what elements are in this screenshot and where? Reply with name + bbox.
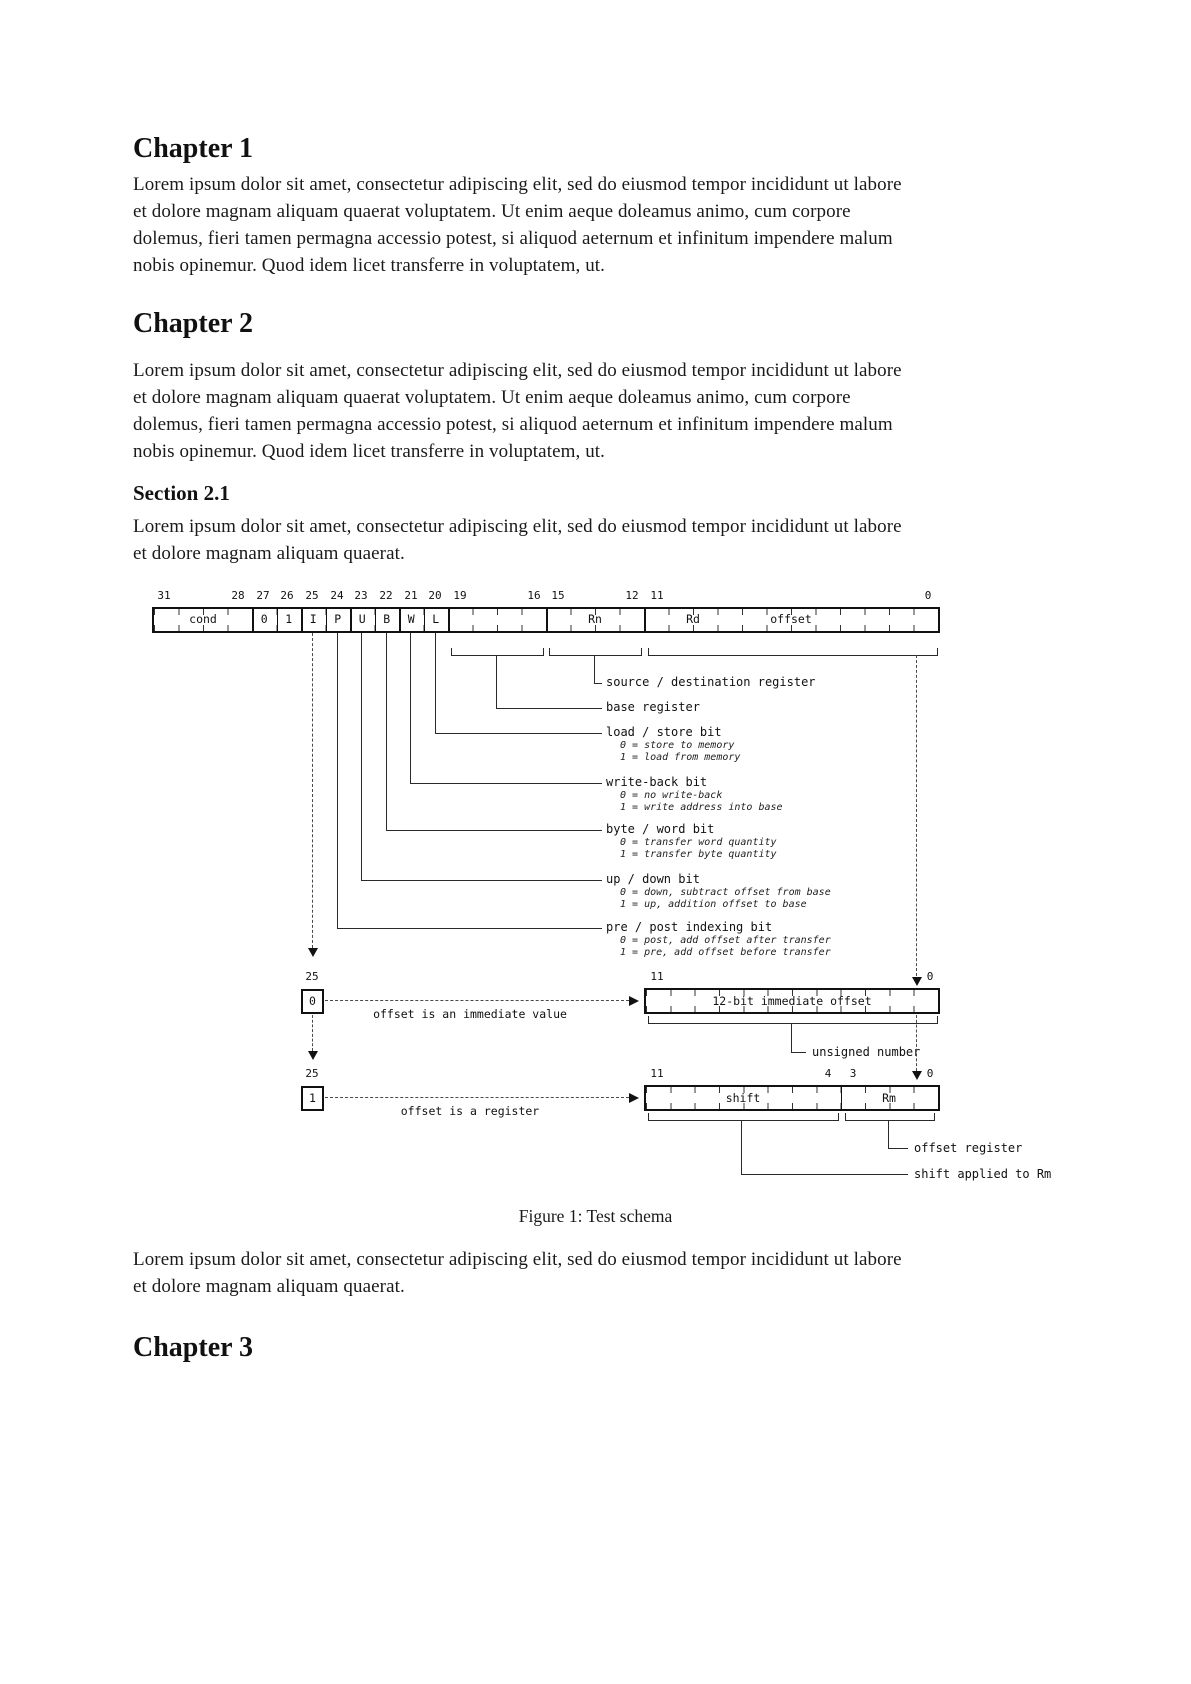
paragraph-line: et dolore magnam aliquam quaerat. [133, 543, 405, 564]
annotation-up-down: up / down bit [606, 872, 700, 886]
bit-label-0: 0 [926, 1067, 934, 1080]
bit-label-3: 3 [849, 1067, 857, 1080]
shift-applied-connector [741, 1174, 908, 1175]
field-offset: offset [770, 612, 812, 626]
i-dashed-connector [312, 633, 313, 948]
field-divider [277, 609, 279, 631]
offset-dashed-connector [916, 1015, 917, 1071]
bit-label: 20 [428, 589, 442, 602]
bit-label-25: 25 [305, 1067, 319, 1080]
after-figure-paragraph [133, 1246, 1073, 1300]
chapter-1-paragraph [133, 171, 1073, 279]
paragraph-line: Lorem ipsum dolor sit amet, consectetur adipiscing elit, sed do eiusmod tempor incididunt ut labore [133, 1249, 902, 1270]
register-flow-line [325, 1097, 629, 1098]
field-I: I [309, 612, 317, 626]
section-2-1-paragraph [133, 513, 1073, 567]
field-divider [375, 609, 377, 631]
bit-label: 22 [379, 589, 393, 602]
field-divider [448, 609, 450, 631]
l-connector [435, 733, 602, 734]
section-2-1-heading: Section 2.1 [133, 481, 230, 505]
i-dashed-connector [312, 1015, 313, 1051]
annotation-unsigned-number: unsigned number [812, 1045, 921, 1059]
u-connector [361, 880, 602, 881]
field-P: P [334, 612, 342, 626]
field-const0: 0 [260, 612, 268, 626]
bit-label: 23 [354, 589, 368, 602]
annotation-offset-register: offset register [914, 1141, 1023, 1155]
annotation-base-register: base register [606, 700, 700, 714]
annotation-sub: 1 = transfer byte quantity [620, 849, 777, 860]
offset-register-connector [888, 1148, 908, 1149]
bit-label: 11 [650, 589, 664, 602]
shift-field: shift [725, 1091, 761, 1105]
annotation-sub: 1 = up, addition offset to base [620, 899, 807, 910]
paragraph-line: dolemus, fieri tamen permagna accessio potest, si aliquod aeternum et infinitum impendere malum [133, 228, 893, 249]
rd-bracket [549, 648, 642, 656]
field-divider [252, 609, 254, 631]
bit-label-0: 0 [926, 970, 934, 983]
annotation-sub: 0 = down, subtract offset from base [620, 887, 831, 898]
right-arrow-icon [629, 1093, 639, 1103]
paragraph-line: et dolore magnam aliquam quaerat voluptatem. Ut enim aeque doleamus animo, cum corpore [133, 201, 851, 222]
annotation-write-back: write-back bit [606, 775, 708, 789]
paragraph-line: nobis opinemur. Quod idem licet transferre in voluptatem, ut. [133, 441, 606, 462]
field-divider [644, 609, 646, 631]
down-arrow-icon [912, 977, 922, 986]
annotation-sub: 0 = post, add offset after transfer [620, 935, 831, 946]
immediate-offset-label: 12-bit immediate offset [712, 994, 872, 1008]
paragraph-line: Lorem ipsum dolor sit amet, consectetur adipiscing elit, sed do eiusmod tempor incididunt ut labore [133, 516, 902, 537]
bit-label: 31 [157, 589, 171, 602]
annotation-load-store: load / store bit [606, 725, 722, 739]
rd-connector [594, 683, 602, 684]
field-L: L [432, 612, 440, 626]
bit-label-4: 4 [824, 1067, 832, 1080]
field-Rd: Rd [686, 612, 700, 626]
bit-label: 26 [280, 589, 294, 602]
annotation-sub: 0 = store to memory [620, 740, 735, 751]
field-divider [841, 1087, 843, 1109]
paragraph-line: dolemus, fieri tamen permagna accessio potest, si aliquod aeternum et infinitum impendere malum [133, 414, 893, 435]
chapter-2-heading: Chapter 2 [133, 308, 254, 339]
field-Rn: Rn [588, 612, 602, 626]
rn-bracket [451, 648, 544, 656]
annotation-source-destination: source / destination register [606, 675, 816, 689]
rm-field: Rm [882, 1091, 896, 1105]
immediate-flow-label: offset is an immediate value [373, 1007, 567, 1021]
chapter-3-heading: Chapter 3 [133, 1332, 254, 1363]
field-B: B [383, 612, 391, 626]
p-connector [337, 633, 338, 928]
rd-connector [594, 655, 595, 683]
figure-caption: Figure 1: Test schema [518, 1206, 673, 1226]
immediate-flow-line [325, 1000, 629, 1001]
i-value-1-box: 1 [301, 1086, 324, 1111]
annotation-shift-applied: shift applied to Rm [914, 1167, 1052, 1181]
field-divider [350, 609, 352, 631]
b-connector [386, 830, 602, 831]
field-U: U [358, 612, 366, 626]
annotation-byte-word: byte / word bit [606, 822, 715, 836]
annotation-sub: 0 = no write-back [620, 790, 723, 801]
p-connector [337, 928, 602, 929]
bit-label: 24 [330, 589, 344, 602]
instruction-register-box [152, 607, 940, 633]
w-connector [410, 783, 602, 784]
bit-label: 27 [256, 589, 270, 602]
bit-label: 25 [305, 589, 319, 602]
l-connector [435, 633, 436, 733]
shift-rm-box [644, 1085, 940, 1111]
bit-label-11: 11 [650, 970, 664, 983]
paragraph-line: et dolore magnam aliquam quaerat. [133, 1276, 405, 1297]
annotation-sub: 1 = write address into base [620, 802, 783, 813]
down-arrow-icon [912, 1071, 922, 1080]
annotation-sub: 1 = load from memory [620, 752, 741, 763]
chapter-2-paragraph [133, 357, 1073, 465]
i-value-0-box: 0 [301, 989, 324, 1014]
rn-connector [496, 708, 602, 709]
unsigned-number-connector [791, 1023, 792, 1052]
bit-label: 16 [527, 589, 541, 602]
bit-label: 21 [404, 589, 418, 602]
bit-label: 15 [551, 589, 565, 602]
bit-label-25: 25 [305, 970, 319, 983]
rm-bracket [845, 1113, 935, 1121]
u-connector [361, 633, 362, 880]
bit-label: 0 [924, 589, 932, 602]
paragraph-line: nobis opinemur. Quod idem licet transferre in voluptatem, ut. [133, 255, 606, 276]
rn-connector [496, 655, 497, 708]
bit-label-11: 11 [650, 1067, 664, 1080]
field-divider [301, 609, 303, 631]
field-divider [546, 609, 548, 631]
paragraph-line: Lorem ipsum dolor sit amet, consectetur adipiscing elit, sed do eiusmod tempor incididunt ut labore [133, 360, 902, 381]
field-divider [424, 609, 426, 631]
w-connector [410, 633, 411, 783]
field-W: W [407, 612, 415, 626]
down-arrow-icon [308, 1051, 318, 1060]
field-divider [326, 609, 328, 631]
bit-label: 28 [231, 589, 245, 602]
offset-bracket [648, 648, 938, 656]
annotation-sub: 0 = transfer word quantity [620, 837, 777, 848]
paragraph-line: Lorem ipsum dolor sit amet, consectetur adipiscing elit, sed do eiusmod tempor incididunt ut labore [133, 174, 902, 195]
paragraph-line: et dolore magnam aliquam quaerat voluptatem. Ut enim aeque doleamus animo, cum corpore [133, 387, 851, 408]
b-connector [386, 633, 387, 830]
chapter-1-heading: Chapter 1 [133, 133, 254, 164]
field-const1: 1 [285, 612, 293, 626]
register-flow-label: offset is a register [400, 1104, 540, 1118]
shift-bracket [648, 1113, 839, 1121]
unsigned-number-bracket [648, 1016, 938, 1024]
offset-register-connector [888, 1120, 889, 1148]
bit-label: 19 [453, 589, 467, 602]
shift-applied-connector [741, 1120, 742, 1174]
right-arrow-icon [629, 996, 639, 1006]
annotation-pre-post: pre / post indexing bit [606, 920, 773, 934]
unsigned-number-connector [791, 1052, 806, 1053]
field-divider [399, 609, 401, 631]
offset-dashed-connector [916, 655, 917, 976]
down-arrow-icon [308, 948, 318, 957]
field-cond: cond [189, 612, 217, 626]
bit-label: 12 [625, 589, 639, 602]
annotation-sub: 1 = pre, add offset before transfer [620, 947, 831, 958]
immediate-offset-box [644, 988, 940, 1014]
